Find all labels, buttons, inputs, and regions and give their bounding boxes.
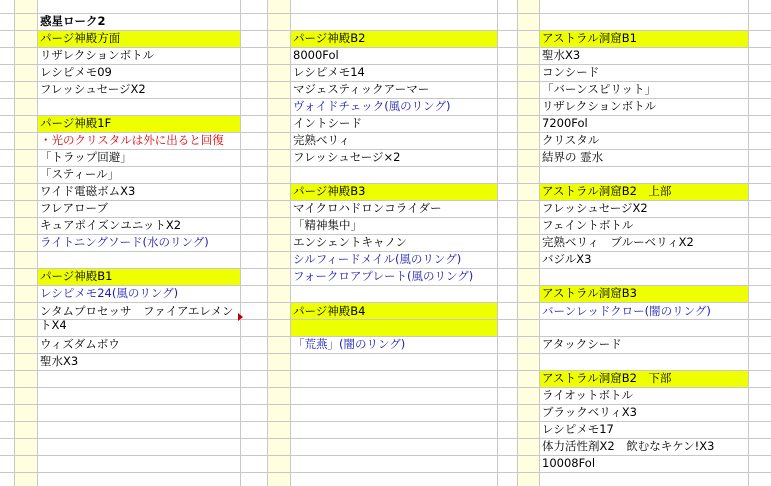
grid-column-line — [240, 0, 241, 486]
grid-column-line — [37, 0, 38, 486]
grid-row-line — [0, 13, 771, 14]
item-cell[interactable]: 10008Fol — [542, 456, 596, 470]
item-cell[interactable]: フレアローブ — [40, 201, 108, 215]
item-cell[interactable]: マジェスティックアーマー — [293, 82, 430, 96]
grid-row-line — [0, 455, 771, 456]
grid-row-line — [0, 421, 771, 422]
item-cell[interactable]: フェイントボトル — [542, 218, 634, 232]
item-cell[interactable]: 聖水X3 — [542, 48, 581, 62]
item-cell[interactable]: ライオットボトル — [542, 388, 633, 402]
item-cell[interactable]: リザレクションボトル — [40, 48, 155, 62]
grid-column-line — [539, 0, 540, 486]
item-cell[interactable]: 体力活性剤X2 飲むなキケン!X3 — [542, 439, 715, 453]
grid-row-line — [0, 166, 771, 167]
grid-row-line — [0, 472, 771, 473]
grid-row-line — [0, 404, 771, 405]
item-cell[interactable]: 「精神集中」 — [293, 218, 362, 232]
section-header-cell[interactable]: パージ神殿B1 — [38, 268, 241, 285]
grid-row-line — [0, 217, 771, 218]
grid-column-line — [267, 0, 268, 486]
grid-row-line — [0, 370, 771, 371]
item-cell[interactable]: バジルX3 — [542, 252, 592, 266]
item-cell[interactable]: 「バーンスピリット」 — [542, 82, 656, 96]
grid-row-line — [0, 64, 771, 65]
grid-column-line — [497, 0, 498, 486]
column-fill-a — [14, 0, 37, 486]
grid-row-line — [0, 81, 771, 82]
item-cell[interactable]: 完熟ベリィ — [293, 133, 351, 147]
section-header-cell[interactable]: パージ神殿B4 — [291, 302, 497, 336]
item-cell[interactable]: 結界の 霊水 — [542, 150, 604, 164]
section-header-cell[interactable]: パージ神殿B2 — [291, 30, 497, 47]
grid-row-line — [0, 438, 771, 439]
grid-row-line — [0, 30, 771, 31]
item-cell[interactable]: ワイド電磁ボムX3 — [40, 184, 136, 198]
item-cell[interactable] — [540, 166, 748, 183]
item-cell[interactable] — [291, 285, 497, 302]
grid-row-line — [0, 319, 771, 320]
item-cell[interactable]: 7200Fol — [542, 116, 588, 130]
item-cell[interactable]: クリスタル — [542, 133, 600, 147]
grid-row-line — [0, 98, 771, 99]
grid-column-line — [748, 0, 749, 486]
item-cell[interactable] — [38, 98, 241, 115]
item-cell[interactable] — [291, 166, 497, 183]
section-header-cell[interactable]: パージ神殿B3 — [291, 183, 497, 200]
grid-row-line — [0, 285, 771, 286]
section-header-cell[interactable]: アストラル洞窟B2 上部 — [540, 183, 748, 200]
item-cell[interactable]: ンタムプロセッサ ファイアエレメントX4 — [40, 304, 234, 332]
item-cell[interactable] — [540, 268, 748, 285]
item-cell[interactable]: ライトニングソード(水のリング) — [40, 235, 209, 249]
grid-row-line — [0, 268, 771, 269]
section-header-cell[interactable]: アストラル洞窟B3 — [540, 285, 748, 302]
item-cell[interactable]: 聖水X3 — [40, 354, 79, 368]
section-header-cell[interactable]: アストラル洞窟B1 — [540, 30, 748, 47]
column-fill-c — [267, 0, 290, 486]
item-cell[interactable]: イントシード — [293, 116, 362, 130]
grid-row-line — [0, 251, 771, 252]
grid-row-line — [0, 47, 771, 48]
item-cell[interactable]: ・光のクリスタルは外に出ると回復 — [40, 133, 224, 147]
grid-column-line — [290, 0, 291, 486]
item-cell[interactable]: フレッシュセージX2 — [542, 201, 648, 215]
grid-row-line — [0, 200, 771, 201]
item-cell[interactable]: ヴォイドチェック(風のリング) — [293, 99, 451, 113]
item-cell[interactable]: シルフィードメイル(風のリング) — [293, 252, 462, 266]
item-cell[interactable]: レシピメモ09 — [40, 65, 112, 79]
section-header-cell[interactable]: パージ神殿方面 — [38, 30, 241, 47]
item-cell[interactable]: リザレクションボトル — [542, 99, 657, 113]
item-cell[interactable]: ウィズダムボウ — [40, 337, 120, 351]
grid-column-line — [14, 0, 15, 486]
item-cell[interactable]: 8000Fol — [293, 48, 339, 62]
item-cell[interactable]: レシピメモ14 — [293, 65, 365, 79]
item-cell[interactable]: アタックシード — [542, 337, 622, 351]
comment-indicator-icon[interactable] — [238, 313, 243, 321]
item-cell[interactable] — [540, 353, 748, 370]
item-cell[interactable]: エンシェントキャノン — [293, 235, 408, 249]
section-header-cell[interactable]: パージ神殿1F — [38, 115, 241, 132]
grid-row-line — [0, 132, 771, 133]
item-cell[interactable]: フレッシュセージX2 — [40, 82, 146, 96]
item-cell[interactable]: キュアポイズンユニットX2 — [40, 218, 182, 232]
item-cell[interactable]: 「荒燕」(闇のリング) — [293, 337, 406, 351]
grid-row-line — [0, 302, 771, 303]
item-cell[interactable]: 「スティール」 — [40, 167, 120, 181]
item-cell[interactable]: レシピメモ24(風のリング) — [40, 286, 179, 300]
grid-row-line — [0, 149, 771, 150]
grid-column-line — [517, 0, 518, 486]
item-cell[interactable]: バーンレッドクロー(闇のリング) — [542, 304, 711, 318]
item-cell[interactable]: レシピメモ17 — [542, 422, 614, 436]
item-cell[interactable]: マイクロハドロンコライダー — [293, 201, 442, 215]
column-fill-e — [517, 0, 539, 486]
item-cell[interactable]: 「トラップ回避」 — [40, 150, 132, 164]
sheet-title[interactable]: 惑星ローク2 — [40, 14, 106, 28]
item-cell[interactable]: 完熟ベリィ ブルーベリィX2 — [542, 235, 694, 249]
grid-row-line — [0, 336, 771, 337]
grid-row-line — [0, 353, 771, 354]
item-cell[interactable]: コンシード — [542, 65, 600, 79]
item-cell[interactable]: フレッシュセージ×2 — [293, 150, 401, 164]
section-header-cell[interactable]: アストラル洞窟B2 下部 — [540, 370, 748, 387]
item-cell[interactable] — [38, 251, 241, 268]
item-cell[interactable]: ブラックベリィX3 — [542, 405, 638, 419]
grid-row-line — [0, 387, 771, 388]
item-cell[interactable]: フォークロアプレート(風のリング) — [293, 269, 474, 283]
grid-row-line — [0, 115, 771, 116]
grid-row-line — [0, 183, 771, 184]
grid-row-line — [0, 234, 771, 235]
